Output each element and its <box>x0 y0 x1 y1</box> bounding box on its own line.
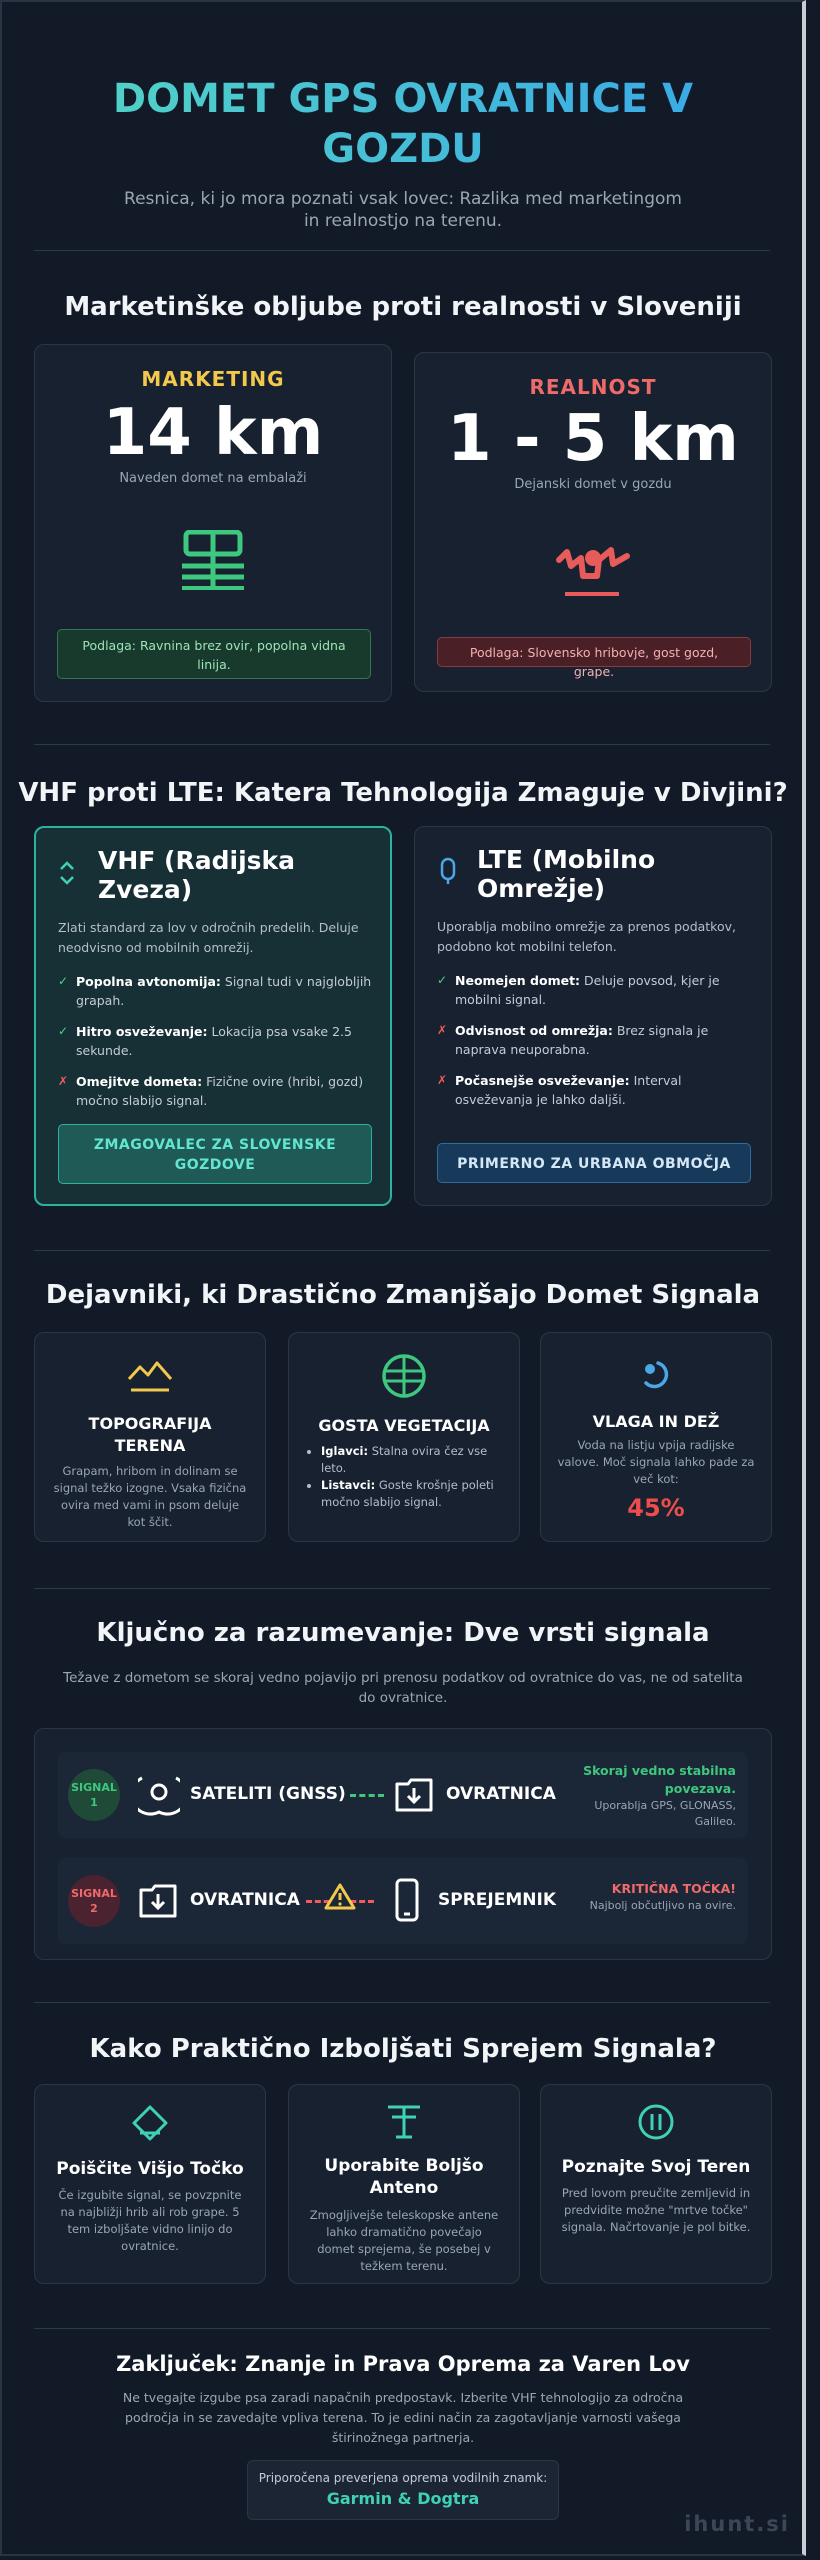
vhf-feature: ✗ Omejitve dometa: Fizične ovire (hribi, gozd) močno slabijo signal. <box>58 1074 364 1108</box>
page-subtitle: Resnica, ki jo mora poznati vsak lovec: Razlika med marketingom in realnostjo na terenu. <box>124 189 682 231</box>
forest-terrain-icon <box>415 536 771 604</box>
recommendation-box <box>247 2460 559 2520</box>
tip-text: Pred lovom preučite zemljevid in predvidite možne "mrtve točke" signala. Načrtovanje je pol bitke. <box>561 2186 751 2234</box>
vhf-title: VHF (Radijska Zveza) <box>98 846 296 904</box>
vhf-card <box>34 826 392 1206</box>
recommendation-brands: Garmin & Dogtra <box>326 2489 480 2508</box>
marketing-caption: Naveden domet na embalaži <box>119 471 307 486</box>
lte-feature-list <box>437 971 755 1121</box>
collar-download-icon <box>138 1884 178 1922</box>
lte-title: LTE (Mobilno Omrežje) <box>477 845 656 903</box>
vhf-description: Zlati standard za lov v odročnih predelih. Deluje neodvisno od mobilnih omrežij. <box>58 920 359 955</box>
divider <box>34 2002 770 2003</box>
factor-title: TOPOGRAFIJA TERENA <box>88 1414 212 1455</box>
page-header <box>0 74 806 232</box>
reality-note-box <box>437 637 751 679</box>
mountain-icon <box>35 1359 265 1397</box>
tech-section-title: VHF proti LTE: Katera Tehnologija Zmaguje v Divjini? <box>18 778 788 808</box>
signal-2-detail: Najbolj občutljivo na ovire. <box>589 1899 736 1912</box>
signal-1-row <box>58 1752 748 1838</box>
factors-section-title: Dejavniki, ki Drastično Zmanjšajo Domet Signala <box>45 1280 761 1310</box>
factor-title: GOSTA VEGETACIJA <box>318 1416 490 1435</box>
reality-caption: Dejanski domet v gozdu <box>514 477 672 492</box>
signals-section-subtitle-wrap <box>0 1668 806 1708</box>
factor-bullets <box>289 1443 519 1511</box>
divider <box>34 250 770 251</box>
lte-description: Uporablja mobilno omrežje za prenos podatkov, podobno kot mobilni telefon. <box>437 919 736 954</box>
conclusion-text-wrap <box>0 2388 806 2448</box>
factor-text: Voda na listju vpija radijske valove. Moč signala lahko pade za več kot: <box>557 1438 755 1486</box>
rain-icon <box>541 1357 771 1397</box>
tip-title: Poznajte Svoj Teren <box>561 2157 751 2177</box>
reality-note: Podlaga: Slovensko hribovje, gost gozd, grape. <box>469 645 719 679</box>
signal-2-row <box>58 1858 748 1944</box>
conclusion-title: Zaključek: Znanje in Prava Oprema za Varen Lov <box>116 2352 690 2376</box>
signals-section-title: Ključno za razumevanje: Dve vrsti signala <box>96 1618 710 1648</box>
signal-2-badge: SIGNAL 2 <box>68 1875 120 1927</box>
signal-1-status-block <box>556 1762 736 1830</box>
diamond-arrow-icon <box>35 2103 265 2147</box>
reality-label: REALNOST <box>529 375 657 399</box>
lte-feature: ✗ Počasnejše osveževanje: Interval osveževanja je lahko daljši. <box>437 1073 682 1107</box>
factor-card-humidity <box>540 1332 772 1542</box>
divider <box>34 2328 770 2329</box>
signal-2-from: OVRATNICA <box>190 1890 300 1910</box>
vhf-feature: ✓ Hitro osveževanje: Lokacija psa vsake 2.5 sekunde. <box>58 1024 352 1058</box>
warning-triangle-icon <box>324 1882 356 1914</box>
marketing-note-box <box>57 629 371 679</box>
collar-download-icon <box>394 1778 434 1816</box>
factor-bullet: • Iglavci: Stalna ovira čez vse leto. <box>321 1443 505 1477</box>
signals-section-subtitle: Težave z dometom se skoraj vedno pojavijo pri prenosu podatkov od ovratnice do vas, ne od satelita do ovratnice. <box>63 1670 743 1706</box>
signal-2-status: KRITIČNA TOČKA! <box>611 1881 736 1896</box>
open-book-icon <box>35 530 391 594</box>
vhf-feature-list <box>58 972 376 1122</box>
marketing-value: 14 km <box>102 396 324 470</box>
lte-feature: ✓ Neomejen domet: Deluje povsod, kjer je mobilni signal. <box>437 973 720 1007</box>
vhf-winner-button[interactable]: ZMAGOVALEC ZA SLOVENSKE GOZDOVE <box>58 1124 372 1184</box>
divider <box>34 1588 770 1589</box>
signal-1-status: Skoraj vedno stabilna povezava. <box>583 1763 736 1796</box>
signal-2-to: SPREJEMNIK <box>438 1890 556 1910</box>
tip-title: Uporabite Boljšo Anteno <box>324 2156 484 2198</box>
satellite-shield-icon <box>138 1770 180 1820</box>
tips-section-title: Kako Praktično Izboljšati Sprejem Signala? <box>89 2034 717 2064</box>
signal-1-detail: Uporablja GPS, GLONASS, Galileo. <box>594 1799 736 1828</box>
reality-value: 1 - 5 km <box>447 402 739 476</box>
factor-card-vegetation <box>288 1332 520 1542</box>
signal-1-to: OVRATNICA <box>446 1784 556 1804</box>
divider <box>34 744 770 745</box>
tip-card-know-terrain <box>540 2084 772 2284</box>
marketing-card <box>34 344 392 702</box>
phone-signal-icon <box>439 857 457 889</box>
reality-card <box>414 352 772 692</box>
tip-text: Če izgubite signal, se povzpnite na najbližji hrib ali rob grape. 5 tem izboljšate vidno linijo do ovratnice. <box>58 2188 242 2253</box>
lte-urban-button[interactable]: PRIMERNO ZA URBANA OBMOČJA <box>437 1143 751 1183</box>
signal-1-badge: SIGNAL 1 <box>68 1769 120 1821</box>
signal-loss-stat: 45% <box>627 1494 685 1522</box>
conclusion-text: Ne tvegajte izgube psa zaradi napačnih predpostavk. Izberite VHF tehnologijo za odročna področja in se zavedajte vpliva terena. To je edini način za zagotavljanje varnosti vašega štirinožnega partnerja. <box>122 2390 684 2445</box>
marketing-section-title: Marketinške obljube proti realnosti v Sloveniji <box>64 292 742 322</box>
factor-card-topography <box>34 1332 266 1542</box>
tip-card-better-antenna <box>288 2084 520 2284</box>
lte-card <box>414 826 772 1206</box>
signal-1-from: SATELITI (GNSS) <box>190 1784 346 1804</box>
map-pause-icon <box>541 2103 771 2145</box>
receiver-phone-icon <box>394 1878 420 1926</box>
lte-feature: ✗ Odvisnost od omrežja: Brez signala je naprava neuporabna. <box>437 1023 709 1057</box>
signal-2-status-block <box>556 1880 736 1914</box>
antenna-icon <box>289 2103 519 2143</box>
tree-grid-icon <box>289 1353 519 1403</box>
page-title: DOMET GPS OVRATNICE V GOZDU <box>73 74 733 174</box>
tip-text: Zmogljivejše teleskopske antene lahko dramatično povečajo domet sprejema, še posebej v težkem terenu. <box>309 2208 499 2273</box>
marketing-label: MARKETING <box>141 367 285 391</box>
marketing-note: Podlaga: Ravnina brez ovir, popolna vidna linija. <box>82 638 346 672</box>
tip-card-higher-point <box>34 2084 266 2284</box>
factor-bullet: • Listavci: Goste krošnje poleti močno slabijo signal. <box>321 1477 505 1511</box>
factor-text: Grapam, hribom in dolinam se signal težko izogne. Vsaka fizična ovira med vami in psom deluje kot ščit. <box>53 1464 247 1529</box>
recommendation-label: Priporočena preverjena oprema vodilnih znamk: <box>258 2471 548 2485</box>
signal-1-link <box>350 1794 384 1797</box>
tip-title: Poiščite Višjo Točko <box>56 2159 244 2179</box>
divider <box>34 1250 770 1251</box>
vhf-feature: ✓ Popolna avtonomija: Signal tudi v najglobljih grapah. <box>58 974 372 1008</box>
up-down-arrows-icon <box>58 860 76 890</box>
factor-title: VLAGA IN DEŽ <box>592 1412 720 1431</box>
watermark: ihunt.si <box>684 2512 790 2536</box>
